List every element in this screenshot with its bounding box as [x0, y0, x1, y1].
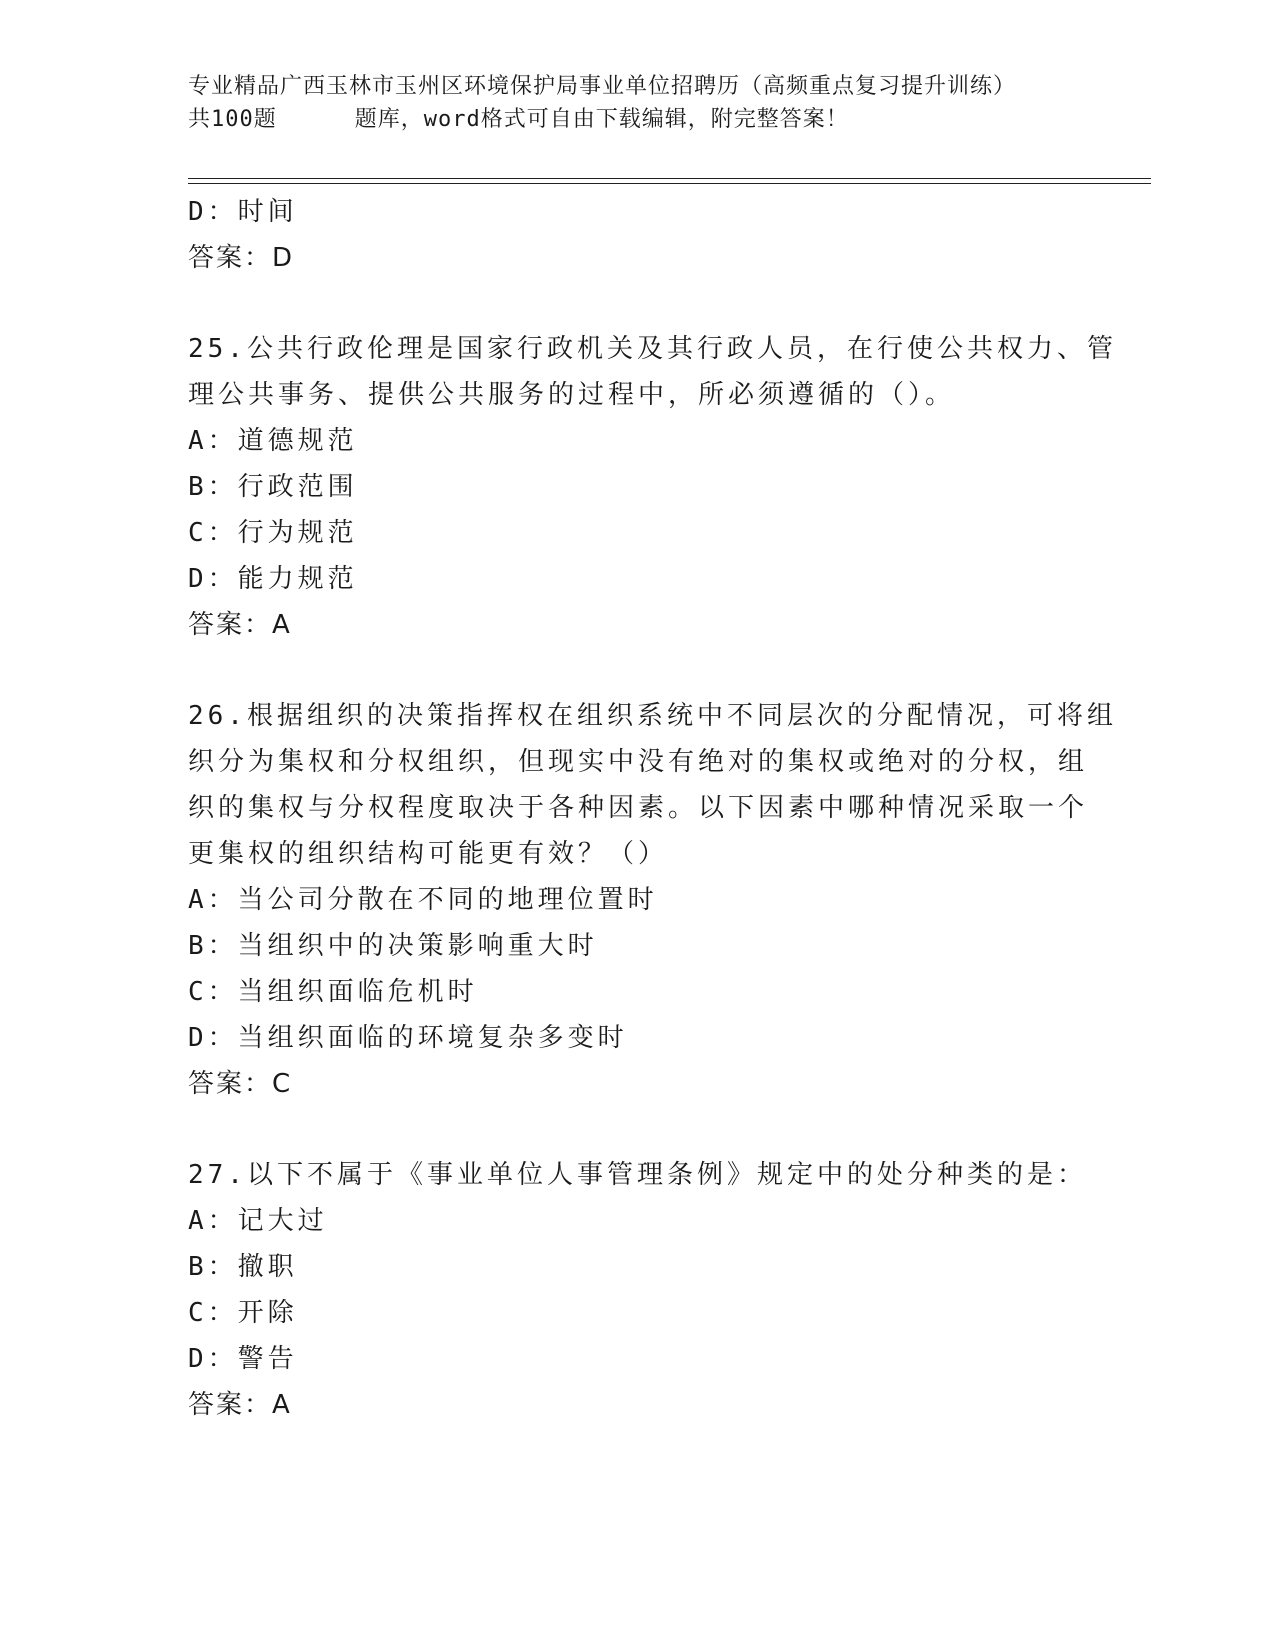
question-26-option-d: D：当组织面临的环境复杂多变时: [188, 1023, 628, 1053]
question-26-text-line: 26.根据组织的决策指挥权在组织系统中不同层次的分配情况，可将组: [188, 701, 1117, 731]
question-26-option-b: B：当组织中的决策影响重大时: [188, 931, 598, 961]
question-25-option-d: D：能力规范: [188, 564, 358, 594]
question-25-text-line: 25.公共行政伦理是国家行政机关及其行政人员，在行使公共权力、管: [188, 334, 1117, 364]
question-content: [188, 189, 1117, 1428]
prev-answer: 答案：D: [188, 243, 295, 273]
prev-option-d: D：时间: [188, 197, 298, 227]
question-27-option-d: D：警告: [188, 1344, 298, 1374]
question-26-option-c: C：当组织面临危机时: [188, 977, 478, 1007]
question-27-option-b: B：撤职: [188, 1252, 298, 1282]
question-26-answer: 答案：C: [188, 1069, 293, 1099]
header-divider-bottom: [188, 183, 1151, 184]
question-25-option-b: B：行政范围: [188, 472, 358, 502]
question-25-text-line: 理公共事务、提供公共服务的过程中，所必须遵循的（）。: [188, 380, 956, 410]
question-26: [188, 693, 1117, 1107]
question-27-answer: 答案：A: [188, 1390, 292, 1420]
question-26-option-a: A：当公司分散在不同的地理位置时: [188, 885, 658, 915]
question-25-option-c: C：行为规范: [188, 518, 358, 548]
question-27-option-c: C：开除: [188, 1298, 298, 1328]
header-question-count: 共100题: [188, 107, 277, 132]
question-27: [188, 1152, 1088, 1428]
header-note: 题库，word格式可自由下载编辑，附完整答案！: [354, 107, 849, 132]
question-26-text-line: 织的集权与分权程度取决于各种因素。以下因素中哪种情况采取一个: [188, 793, 1089, 823]
header-title: 专业精品广西玉林市玉州区环境保护局事业单位招聘历（高频重点复习提升训练）: [188, 74, 1017, 99]
question-26-text-line: 更集权的组织结构可能更有效？（）: [188, 839, 669, 869]
question-25: [188, 326, 1117, 648]
question-25-answer: 答案：A: [188, 610, 292, 640]
header-divider-top: [188, 178, 1151, 179]
document-header: [188, 70, 1088, 136]
question-27-option-a: A：记大过: [188, 1206, 328, 1236]
header-subtitle: [188, 103, 1088, 136]
question-26-text-line: 织分为集权和分权组织，但现实中没有绝对的集权或绝对的分权，组: [188, 747, 1089, 777]
question-27-text-line: 27.以下不属于《事业单位人事管理条例》规定中的处分种类的是：: [188, 1160, 1087, 1190]
question-25-option-a: A：道德规范: [188, 426, 358, 456]
